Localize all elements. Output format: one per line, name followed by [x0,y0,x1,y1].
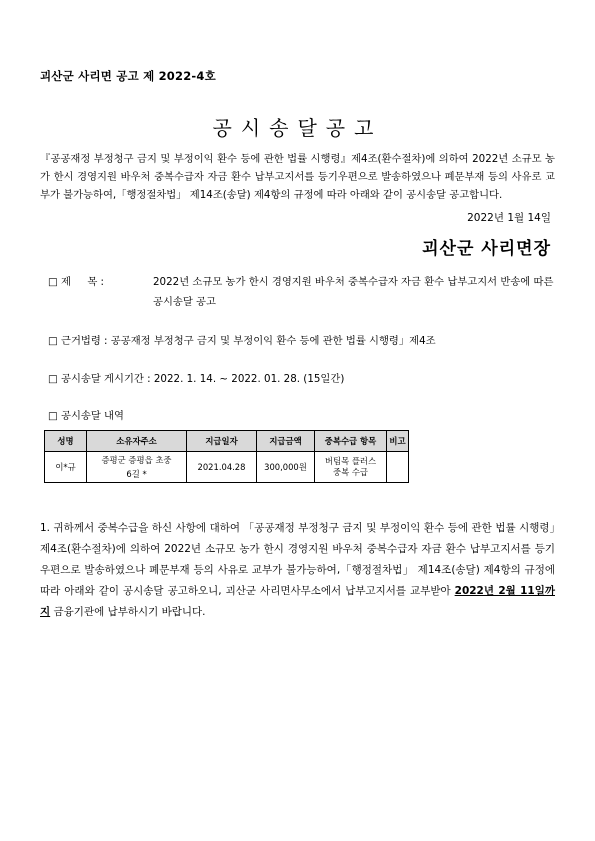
cell-note [387,452,409,483]
subject-row [48,272,558,312]
posting-period: □ 공시송달 게시기간 : 2022. 1. 14. ~ 2022. 01. 28. (15일간) [48,373,345,385]
header-address: 소유자주소 [87,431,187,452]
cell-pay-date: 2021.04.28 [187,452,257,483]
header-name: 성명 [45,431,87,452]
header-note: 비고 [387,431,409,452]
issuer-name: 괴산군 사리면장 [422,239,551,259]
body-text-part2: 금융기관에 납부하시기 바랍니다. [50,606,206,618]
subject-label: □ 제 목 : [48,276,105,288]
table-row [45,452,409,483]
notice-date: 2022년 1월 14일 [467,212,551,224]
header-amount: 지급금액 [257,431,315,452]
service-table [44,430,409,483]
subject-value: 2022년 소규모 농가 한시 경영지원 바우처 중복수급자 자금 환수 납부고지서 반송에 따른 공시송달 공고 [153,276,554,308]
header-item: 중복수급 항목 [315,431,387,452]
cell-item: 버팀목 플러스 중복 수급 [315,452,387,483]
header-pay-date: 지급일자 [187,431,257,452]
legal-basis: □ 근거법령 : 공공재정 부정청구 금지 및 부정이익 환수 등에 관한 법률 시행령」제4조 [48,335,436,347]
cell-name: 이*규 [45,452,87,483]
body-text-part1: 1. 귀하께서 중복수급을 하신 사항에 대하여 「공공재정 부정청구 금지 및 부정이익 환수 등에 관한 법률 시행령」제4조(환수절차)에 의하여 2022년 소규모 농가 한시 경영지원 바우처 중복수급자 자금 환수 납부고지서를 등기우편으로 발송하였으나 폐문부재 등의 사유로 교부가 불가능하여,「행정절차법」 제14조(송달) 제4항의 규정에 따라 아래와 같이 공시송달 공고하오니, 괴산군 사리면사무소에서 납부고지서를 교부받아 [40,522,555,597]
payment-deadline: 2022년 2월 11일까지 [40,585,555,618]
cell-address: 증평군 증평읍 초중6길 * [87,452,187,483]
notice-number: 괴산군 사리면 공고 제 2022-4호 [40,69,216,83]
cell-amount: 300,000원 [257,452,315,483]
body-paragraph [40,518,555,623]
intro-paragraph: 『공공재정 부정청구 금지 및 부정이익 환수 등에 관한 법률 시행령』제4조(환수절차)에 의하여 2022년 소규모 농가 한시 경영지원 바우처 중복수급자 자금 환수 납부고지서를 등기우편으로 발송하였으나 폐문부재 등의 사유로 교부가 불가능하여,「행정절차법」 제14조(송달) 제4항의 규정에 따라 아래와 같이 공시송달 공고합니다. [40,153,555,201]
detail-heading: □ 공시송달 내역 [48,410,124,422]
page-title: 공시송달공고 [212,116,383,140]
table-header-row [45,431,409,452]
